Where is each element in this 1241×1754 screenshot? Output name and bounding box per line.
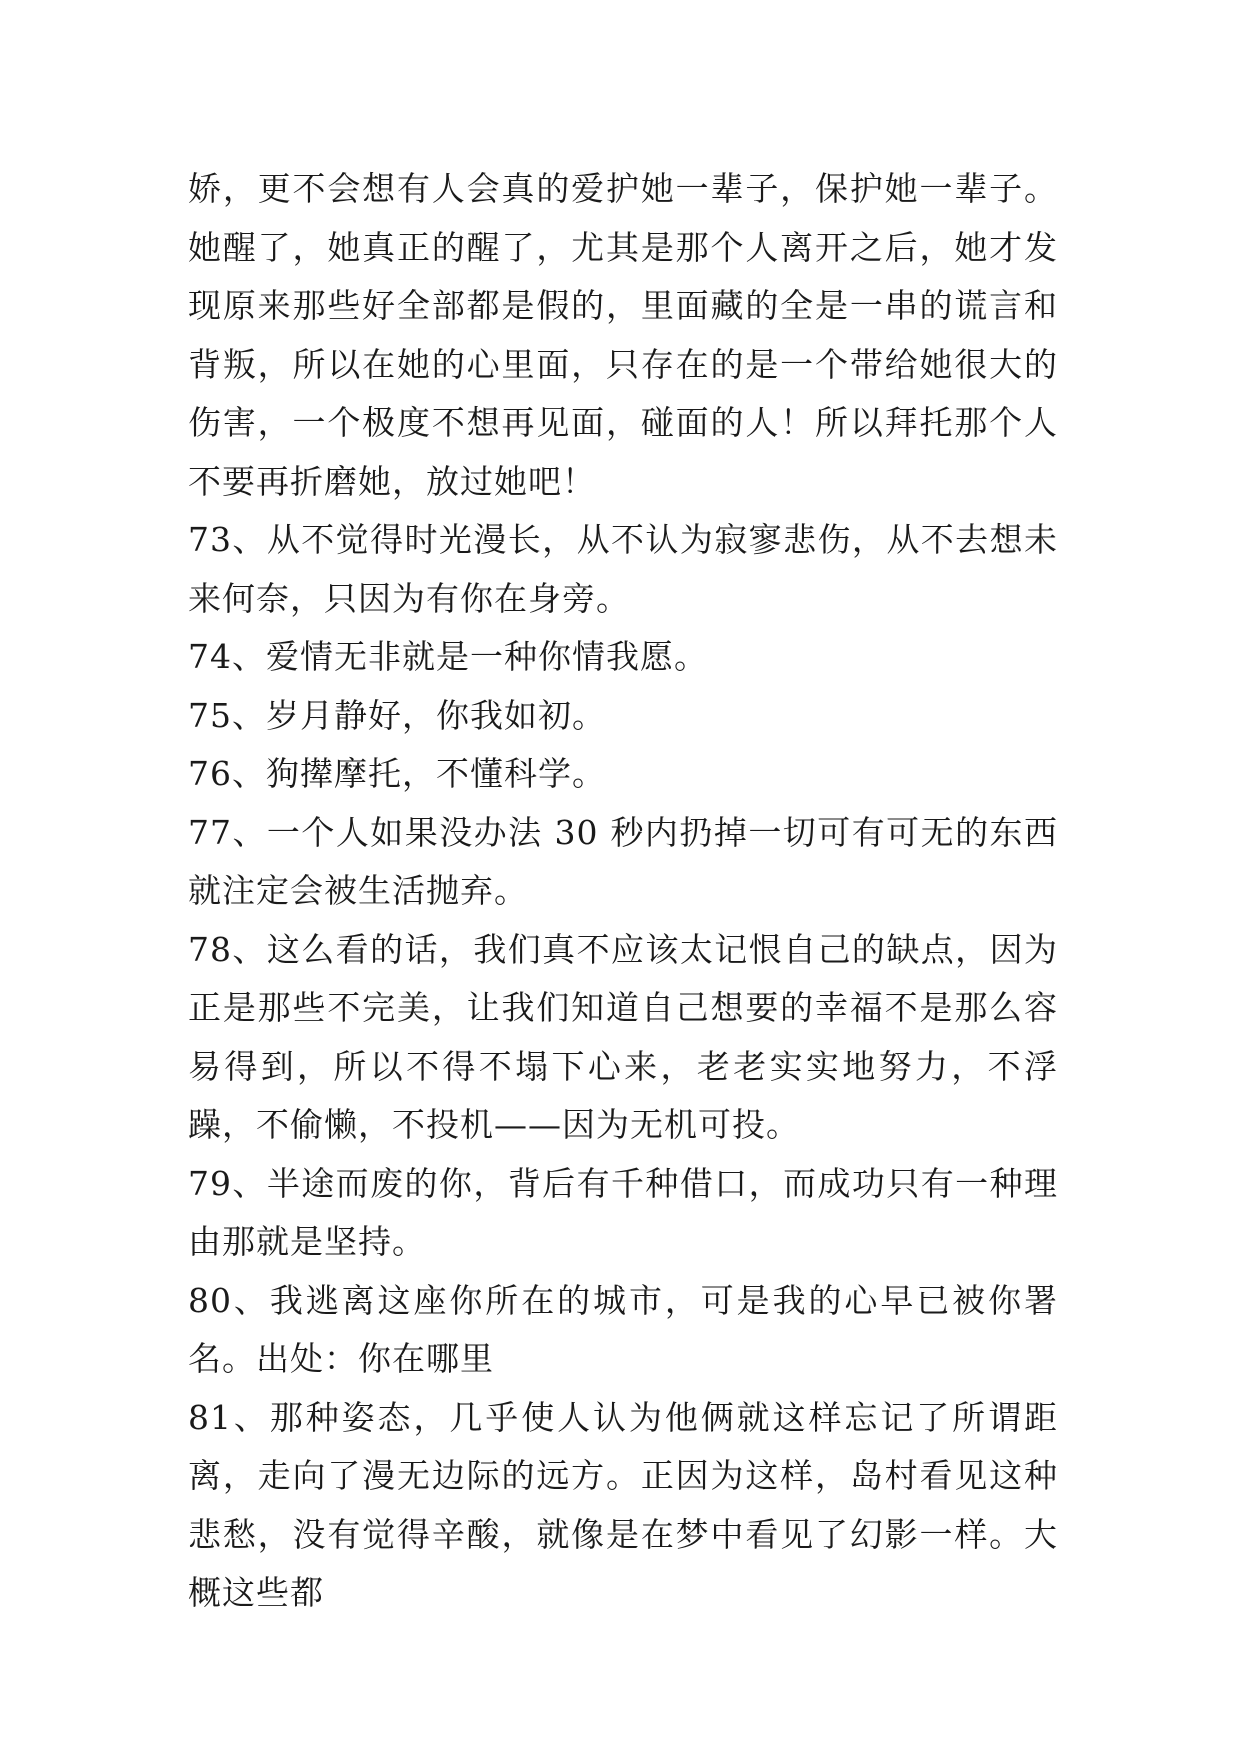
- paragraph-76: 76、狗撵摩托，不懂科学。: [188, 754, 606, 793]
- paragraph-80: 80、我逃离这座你所在的城市，可是我的心早已被你署名。出处：你在哪里: [188, 1280, 1058, 1378]
- paragraph-77: 77、一个人如果没办法 30 秒内扔掉一切可有可无的东西就注定会被生活抛弃。: [188, 812, 1058, 910]
- paragraph-81: 81、那种姿态，几乎使人认为他俩就这样忘记了所谓距离，走向了漫无边际的远方。正因为这样，岛村看见这种悲愁，没有觉得辛酸，就像是在梦中看见了幻影一样。大概这些都: [188, 1397, 1058, 1612]
- paragraph-continued: 娇，更不会想有人会真的爱护她一辈子，保护她一辈子。她醒了，她真正的醒了，尤其是那个人离开之后，她才发现原来那些好全部都是假的，里面藏的全是一串的谎言和背叛，所以在她的心里面，只存在的是一个带给她很大的伤害，一个极度不想再见面，碰面的人！所以拜托那个人不要再折磨她，放过她吧！: [188, 169, 1058, 501]
- paragraph-79: 79、半途而废的你，背后有千种借口，而成功只有一种理由那就是坚持。: [188, 1163, 1058, 1261]
- paragraph-73: 73、从不觉得时光漫长，从不认为寂寥悲伤，从不去想未来何奈，只因为有你在身旁。: [188, 520, 1058, 618]
- paragraph-78: 78、这么看的话，我们真不应该太记恨自己的缺点，因为正是那些不完美，让我们知道自己想要的幸福不是那么容易得到，所以不得不塌下心来，老老实实地努力，不浮躁，不偷懒，不投机——因为无机可投。: [188, 929, 1058, 1144]
- paragraph-75: 75、岁月静好，你我如初。: [188, 695, 606, 735]
- paragraph-74: 74、爱情无非就是一种你情我愿。: [188, 637, 708, 676]
- document-body: [188, 160, 1058, 1623]
